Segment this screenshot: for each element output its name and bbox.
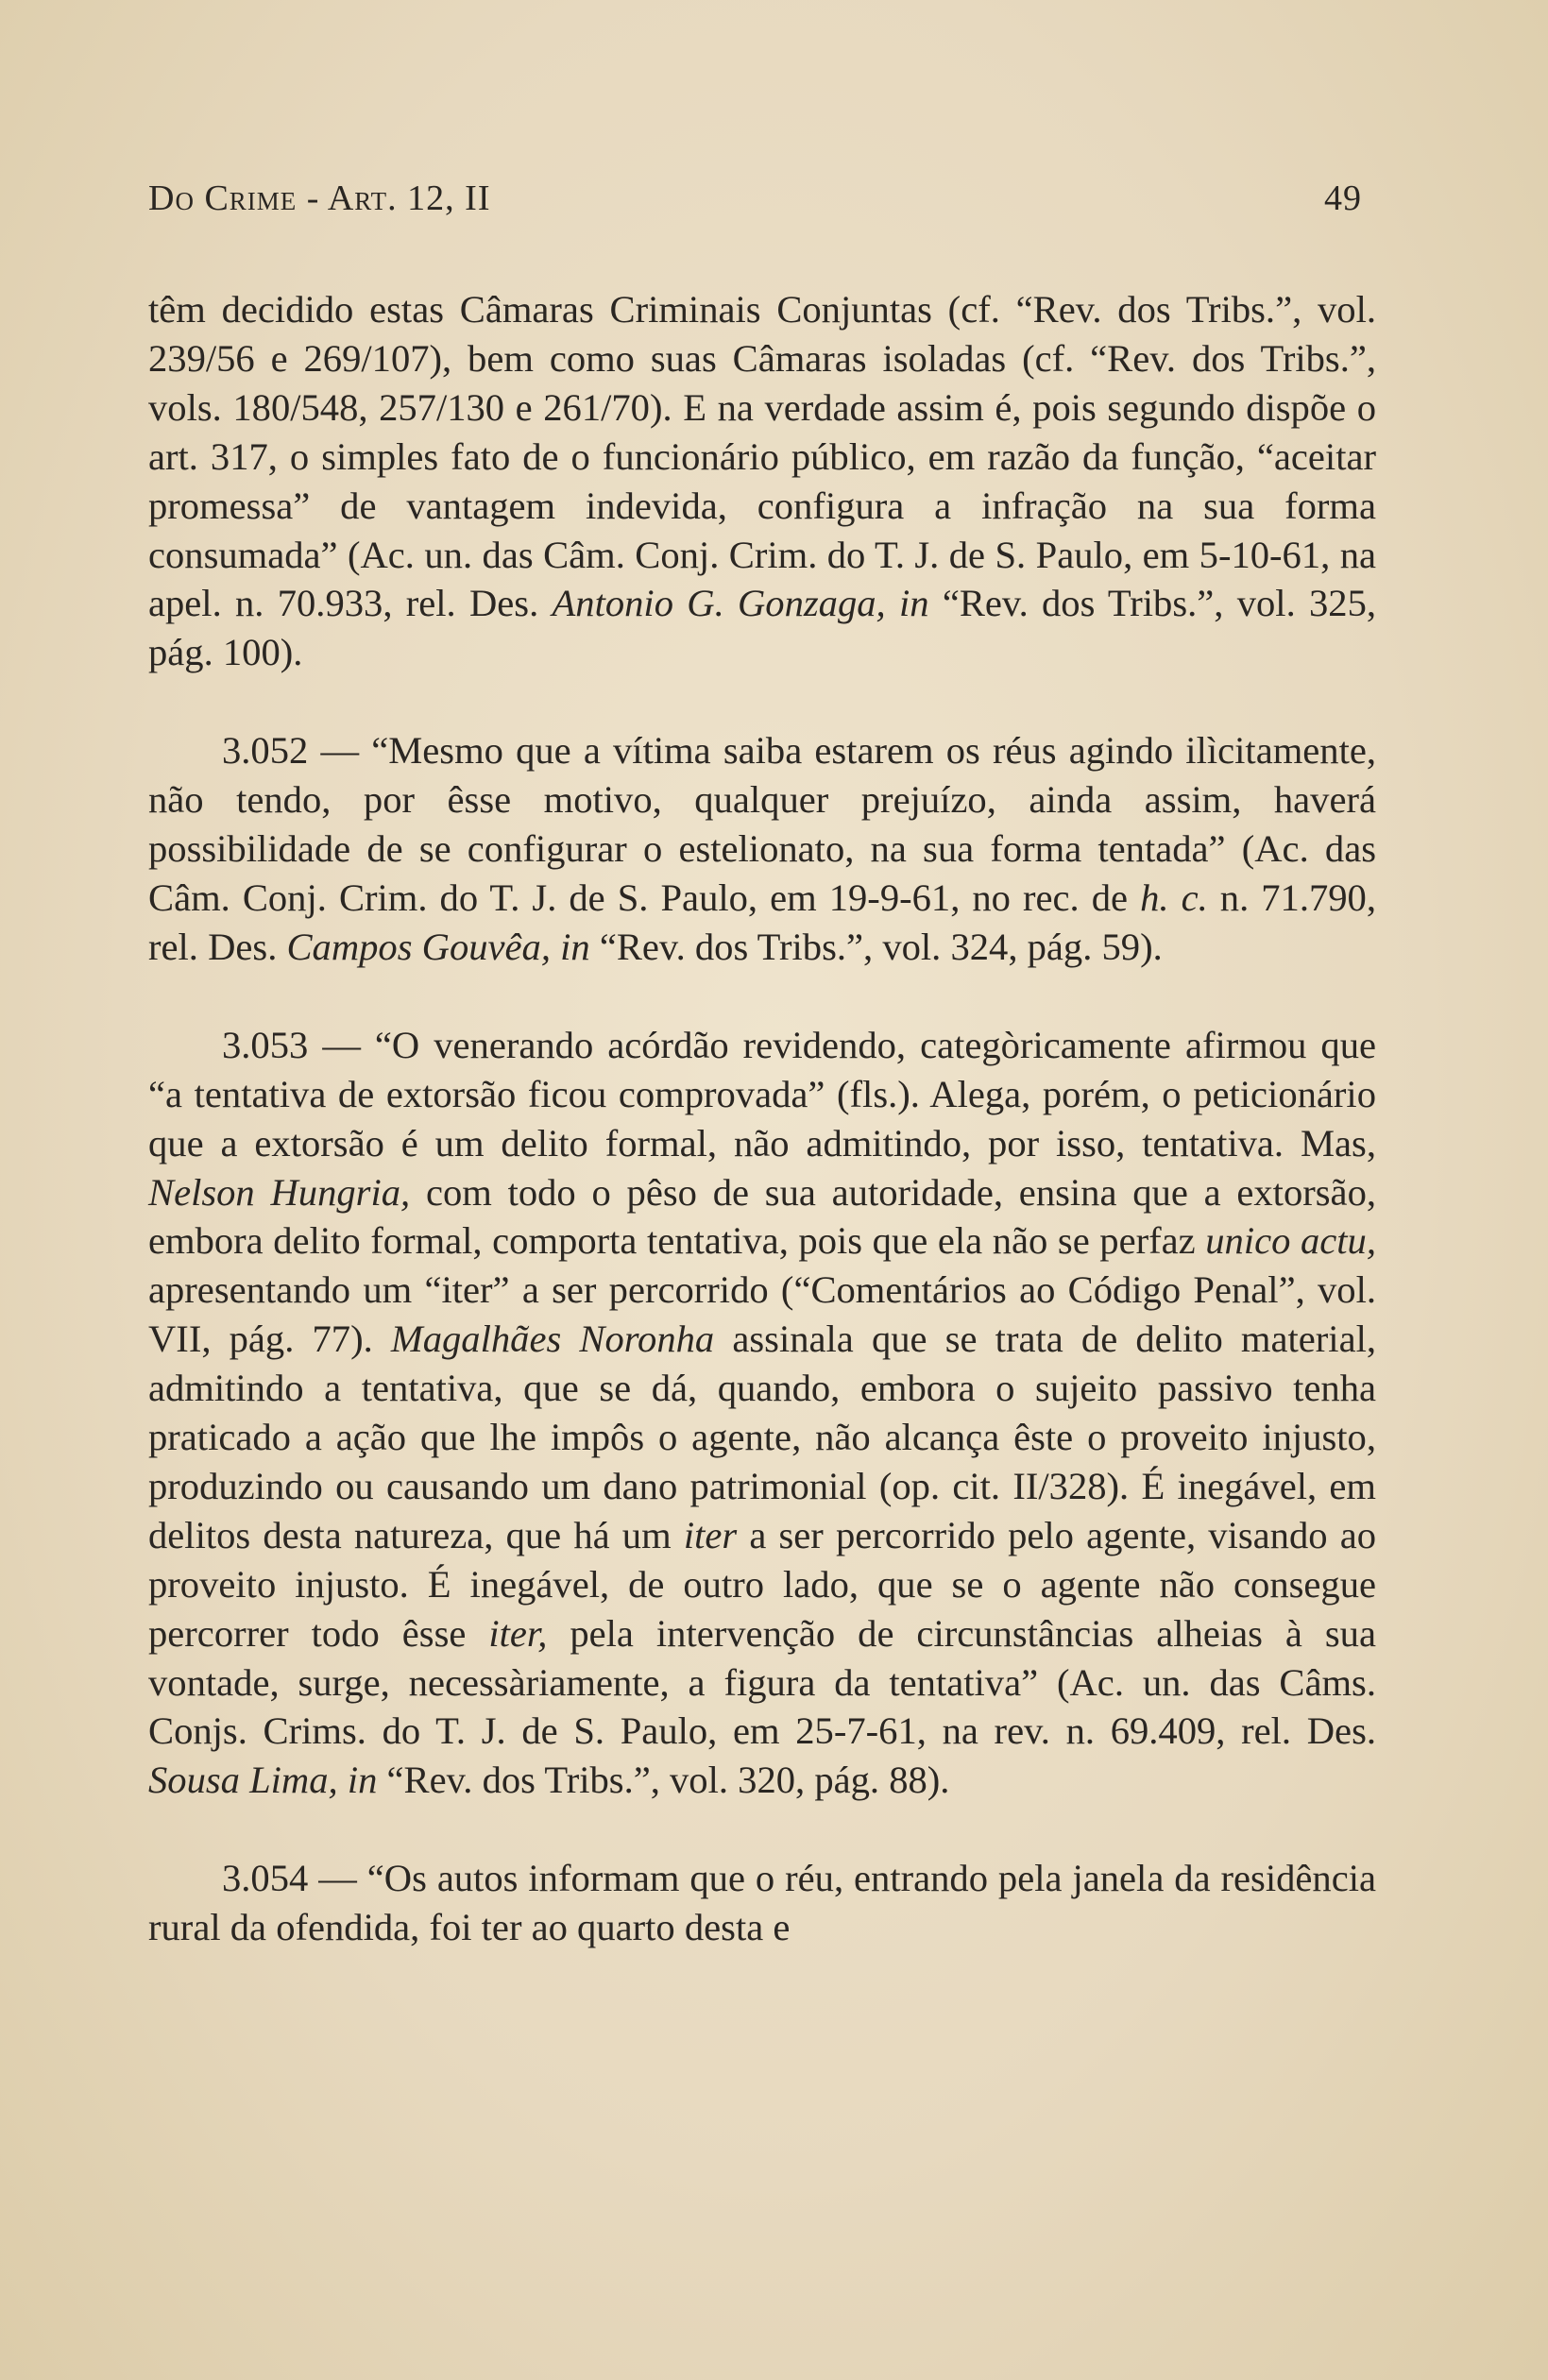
text-run: assinala que se trata de delito material, admitindo a tentativa, que se dá, quando, embora o sujeito passivo tenha praticado a ação que lhe impôs o agente, não alcança êste o proveito injusto, produzindo ou causando um dano patrimonial (op. cit. II/328). É inegável, em delitos desta natureza, que há um <box>148 1318 1377 1556</box>
italic-run: Nelson Hungria, <box>148 1170 411 1214</box>
text-run: “Rev. dos Tribs.”, vol. 320, pág. 88). <box>377 1759 950 1802</box>
text-run: a ser percorrido pelo agente, visando ao proveito injusto. É inegável, de outro lado, que se o agente não consegue percorrer todo êsse <box>148 1513 1376 1655</box>
text-run: pela intervenção de circunstâncias alheias à sua vontade, surge, necessàriamente, a figura da tentativa” (Ac. un. das Câms. Conjs. Crims. do T. J. de S. Paulo, em 25-7-61, na rev. n. 69.409, rel. Des. <box>148 1611 1376 1753</box>
text-run: têm decidido estas Câmaras Criminais Conjuntas (cf. “Rev. dos Tribs.”, vol. 239/56 e 269/107), bem como suas Câmaras isoladas (cf. “Rev. dos Tribs.”, vols. 180/548, 257/130 e 261/70). E na verdade assim é, pois segundo dispõe o art. 317, o simples fato de o funcionário público, em razão da função, “aceitar promessa” de vantagem indevida, configura a infração na sua forma consumada” (Ac. un. das Câm. Conj. Crim. do T. J. de S. Paulo, em 5-10-61, na apel. n. 70.933, rel. Des. <box>148 288 1376 625</box>
italic-run: unico actu, <box>1205 1219 1376 1263</box>
italic-run: Sousa Lima, in <box>148 1759 378 1802</box>
italic-run: h. c. <box>1140 876 1208 919</box>
italic-run: Campos Gouvêa, in <box>286 925 590 968</box>
text-run: apresentando um “iter” a ser percorrido (“Comentários ao Código Penal”, vol. VII, pág. 77). <box>148 1268 1376 1361</box>
paragraph-3052 <box>148 726 1376 972</box>
text-run: com todo o pêso de sua autoridade, ensina que a extorsão, embora delito formal, comporta tentativa, pois que ela não se perfaz <box>148 1170 1376 1263</box>
page-number: 49 <box>1324 178 1362 218</box>
text-run: “Rev. dos Tribs.”, vol. 325, pág. 100). <box>148 582 1377 674</box>
paragraph-3053 <box>148 1021 1376 1806</box>
italic-run: Magalhães Noronha <box>390 1318 715 1361</box>
text-run: “Rev. dos Tribs.”, vol. 324, pág. 59). <box>589 925 1163 968</box>
italic-run: iter, <box>488 1611 548 1655</box>
running-title: Do Crime - Art. 12, II <box>148 178 491 218</box>
paragraph-continuation <box>148 285 1376 677</box>
italic-run: Antonio G. Gonzaga, in <box>552 582 929 625</box>
text-run: 3.053 — “O venerando acórdão revidendo, categòricamente afirmou que “a tentativa de extorsão ficou comprovada” (fls.). Alega, porém, o peticionário que a extorsão é um delito formal, não admitindo, por isso, tentativa. Mas, <box>148 1023 1376 1164</box>
paragraph-3054 <box>148 1854 1376 1952</box>
page-header <box>148 178 1362 230</box>
italic-run: iter <box>683 1513 738 1556</box>
text-run: 3.052 — “Mesmo que a vítima saiba estarem os réus agindo ilìcitamente, não tendo, por êsse motivo, qualquer prejuízo, ainda assim, haverá possibilidade de se configurar o estelionato, na sua forma tentada” (Ac. das Câm. Conj. Crim. do T. J. de S. Paulo, em 19-9-61, no rec. de <box>148 729 1376 919</box>
text-run: 3.054 — “Os autos informam que o réu, entrando pela janela da residência rural da ofendida, foi ter ao quarto desta e <box>148 1857 1376 1949</box>
page-body <box>148 285 1376 1952</box>
text-run: n. 71.790, rel. Des. <box>148 876 1376 968</box>
